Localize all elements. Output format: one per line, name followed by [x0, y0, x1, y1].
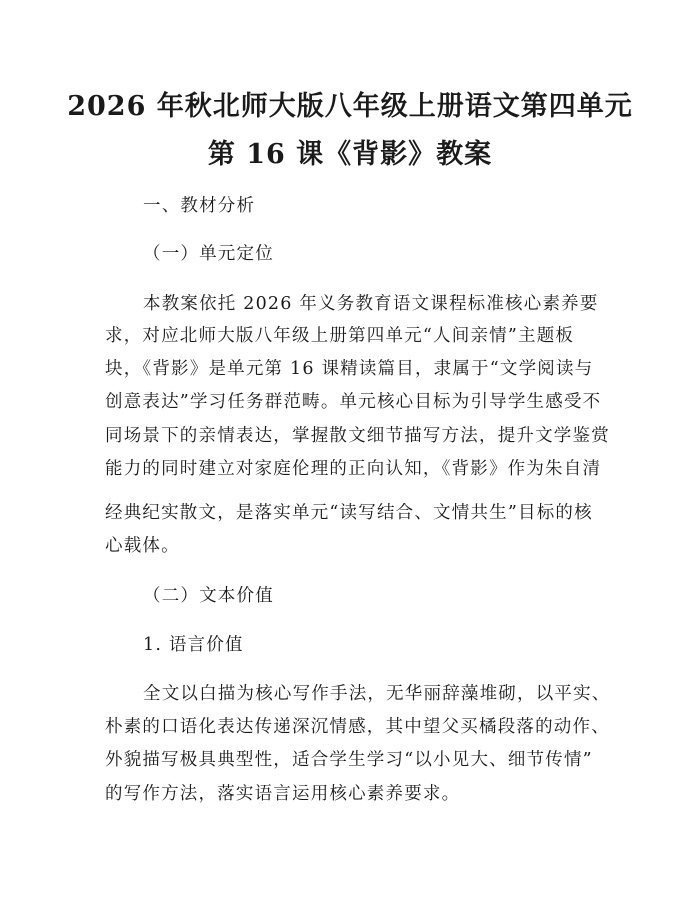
subsection-heading: （一）单元定位: [143, 244, 274, 264]
paragraph-line: 外貌描写极具典型性，适合学生学习“以小见大、细节传情”: [105, 750, 593, 770]
paragraph-line: 朴素的口语化表达传递深沉情感，其中望父买橘段落的动作、: [105, 717, 610, 737]
paragraph-line: 能力的同时建立对家庭伦理的正向认知，《背影》作为朱自清: [105, 459, 602, 479]
paragraph-line: 块，《背影》是单元第 16 课精读篇目，隶属于“文学阅读与: [105, 359, 594, 379]
paragraph-line: 全文以白描为核心写作手法，无华丽辞藻堆砌，以平实、: [143, 684, 611, 704]
paragraph-line: 经典纪实散文，是落实单元“读写结合、文情共生”目标的核: [105, 503, 593, 523]
subsection-heading: 1. 语言价值: [143, 635, 244, 655]
document-title-line-2: 第 16 课《背影》教案: [207, 139, 493, 170]
paragraph-line: 本教案依托 2026 年义务教育语文课程标准核心素养要: [143, 294, 599, 314]
paragraph-line: 的写作方法，落实语言运用核心素养要求。: [105, 784, 461, 804]
subsection-heading: （二）文本价值: [143, 586, 274, 606]
paragraph-line: 求，对应北师大版八年级上册第四单元“人间亲情”主题板: [105, 326, 575, 346]
section-heading: 一、教材分析: [143, 196, 256, 216]
paragraph-line: 同场景下的亲情表达，掌握散文细节描写方法，提升文学鉴赏: [105, 426, 610, 446]
document-title-line-1: 2026 年秋北师大版八年级上册语文第四单元: [67, 91, 633, 122]
paragraph-line: 创意表达”学习任务群范畴。单元核心目标为引导学生感受不: [105, 392, 602, 412]
paragraph-line: 心载体。: [105, 536, 180, 556]
